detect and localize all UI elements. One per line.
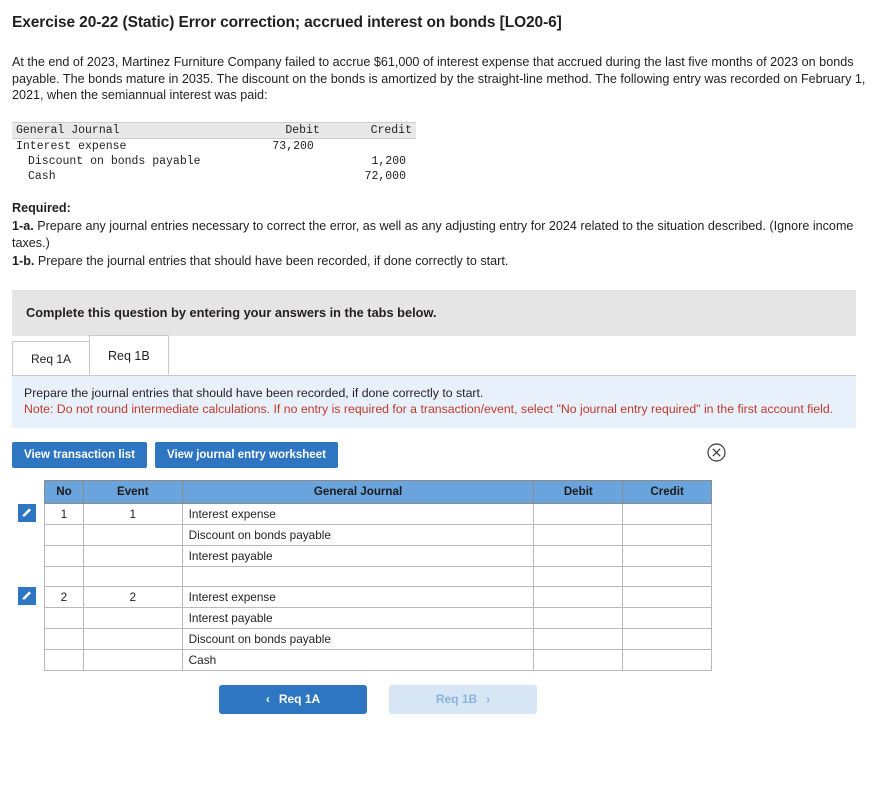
row-account[interactable]: Discount on bonds payable (182, 628, 534, 649)
row-debit[interactable] (534, 628, 623, 649)
row-no (45, 607, 84, 628)
row-credit[interactable] (623, 545, 712, 566)
row-event: 2 (83, 586, 182, 607)
row-account[interactable] (182, 566, 534, 586)
row-credit[interactable] (623, 503, 712, 524)
row-debit[interactable] (534, 607, 623, 628)
col-header-credit: Credit (623, 480, 712, 503)
view-journal-entry-worksheet-button[interactable]: View journal entry worksheet (155, 442, 338, 468)
row-debit[interactable] (534, 524, 623, 545)
note-warning: Note: Do not round intermediate calculations. If no entry is required for a transaction/event, select "No journal entry required" in the first account field. (24, 402, 834, 416)
journal-entry-worksheet (44, 480, 712, 671)
row-event (83, 524, 182, 545)
table-row[interactable] (45, 586, 712, 607)
next-req-1b-button[interactable] (389, 685, 537, 714)
table-row (12, 154, 416, 169)
col-header-no: No (45, 480, 84, 503)
required-item-1a-text: Prepare any journal entries necessary to correct the error, as well as any adjusting entry for 2024 related to the situation described. (Ignore income taxes.) (12, 218, 854, 250)
worksheet-table (44, 480, 712, 671)
table-row[interactable] (45, 649, 712, 670)
debit-cell (227, 154, 324, 169)
row-event (83, 649, 182, 670)
row-no (45, 566, 84, 586)
table-header-row (12, 122, 416, 138)
col-header-debit: Debit (534, 480, 623, 503)
prev-button-label: Req 1A (278, 692, 321, 706)
row-debit[interactable] (534, 566, 623, 586)
note-panel (12, 376, 856, 428)
table-row[interactable] (45, 503, 712, 524)
row-account[interactable]: Cash (182, 649, 534, 670)
required-item-1b-number: 1-b. (12, 253, 35, 268)
row-event (83, 607, 182, 628)
debit-cell: 73,200 (272, 139, 314, 153)
col-header-general-journal: General Journal (182, 480, 534, 503)
row-no (45, 649, 84, 670)
next-button-label: Req 1B (435, 692, 478, 706)
table-row[interactable] (45, 566, 712, 586)
account-cell: Discount on bonds payable (28, 154, 201, 168)
row-account[interactable]: Interest payable (182, 607, 534, 628)
note-instruction: Prepare the journal entries that should have been recorded, if done correctly to start. (24, 385, 484, 400)
row-credit[interactable] (623, 649, 712, 670)
view-transaction-list-button[interactable]: View transaction list (12, 442, 147, 468)
table-row[interactable] (45, 545, 712, 566)
row-credit[interactable] (623, 524, 712, 545)
table-row (12, 169, 416, 184)
row-credit[interactable] (623, 628, 712, 649)
row-credit[interactable] (623, 566, 712, 586)
required-label: Required: (12, 200, 71, 215)
edit-pencil-icon[interactable] (18, 587, 36, 605)
row-credit[interactable] (623, 607, 712, 628)
row-event: 1 (83, 503, 182, 524)
credit-cell (324, 138, 416, 154)
prev-req-1a-button[interactable] (219, 685, 367, 714)
col-header-event: Event (83, 480, 182, 503)
required-item-1b (12, 253, 880, 270)
row-event (83, 545, 182, 566)
instruction-banner: Complete this question by entering your answers in the tabs below. (12, 290, 856, 336)
row-account[interactable]: Discount on bonds payable (182, 524, 534, 545)
row-account[interactable]: Interest expense (182, 586, 534, 607)
header-general-journal: General Journal (12, 122, 227, 138)
row-debit[interactable] (534, 586, 623, 607)
chevron-right-icon: › (486, 692, 491, 706)
row-account[interactable]: Interest payable (182, 545, 534, 566)
required-item-1a (12, 218, 880, 252)
row-event (83, 566, 182, 586)
table-row[interactable] (45, 628, 712, 649)
tab-req-1b[interactable]: Req 1B (89, 335, 169, 375)
credit-cell: 1,200 (371, 154, 406, 168)
tab-req-1a[interactable]: Req 1A (12, 341, 90, 375)
edit-pencil-icon[interactable] (18, 504, 36, 522)
row-no: 2 (45, 586, 84, 607)
account-cell: Cash (28, 169, 56, 183)
account-cell: Interest expense (16, 139, 127, 153)
required-item-1a-number: 1-a. (12, 218, 34, 233)
given-journal-entry-table (12, 122, 416, 184)
page-title: Exercise 20-22 (Static) Error correction; accrued interest on bonds [LO20-6] (12, 14, 562, 31)
table-row (12, 138, 416, 154)
row-no: 1 (45, 503, 84, 524)
header-credit: Credit (324, 122, 416, 138)
debit-cell (227, 169, 324, 184)
row-no (45, 545, 84, 566)
problem-statement: At the end of 2023, Martinez Furniture Company failed to accrue $61,000 of interest expense that accrued during the last five months of 2023 on bonds payable. The bonds mature in 2035. The discount on the bonds is amortized by the straight-line method. The following entry was recorded on February 1, 2021, when the semiannual interest was paid: (12, 55, 866, 102)
row-account[interactable]: Interest expense (182, 503, 534, 524)
row-debit[interactable] (534, 545, 623, 566)
table-row[interactable] (45, 607, 712, 628)
row-no (45, 524, 84, 545)
tab-bar (12, 336, 856, 376)
table-row[interactable] (45, 524, 712, 545)
required-section (12, 200, 880, 270)
credit-cell: 72,000 (364, 169, 406, 183)
pagination-controls (44, 685, 712, 714)
row-debit[interactable] (534, 503, 623, 524)
header-debit: Debit (227, 122, 324, 138)
worksheet-toolbar (12, 442, 856, 468)
row-debit[interactable] (534, 649, 623, 670)
close-circle-icon[interactable] (707, 443, 726, 462)
row-no (45, 628, 84, 649)
worksheet-header-row (45, 480, 712, 503)
chevron-left-icon: ‹ (265, 692, 270, 706)
row-event (83, 628, 182, 649)
row-credit[interactable] (623, 586, 712, 607)
required-item-1b-text: Prepare the journal entries that should have been recorded, if done correctly to start. (34, 253, 509, 268)
